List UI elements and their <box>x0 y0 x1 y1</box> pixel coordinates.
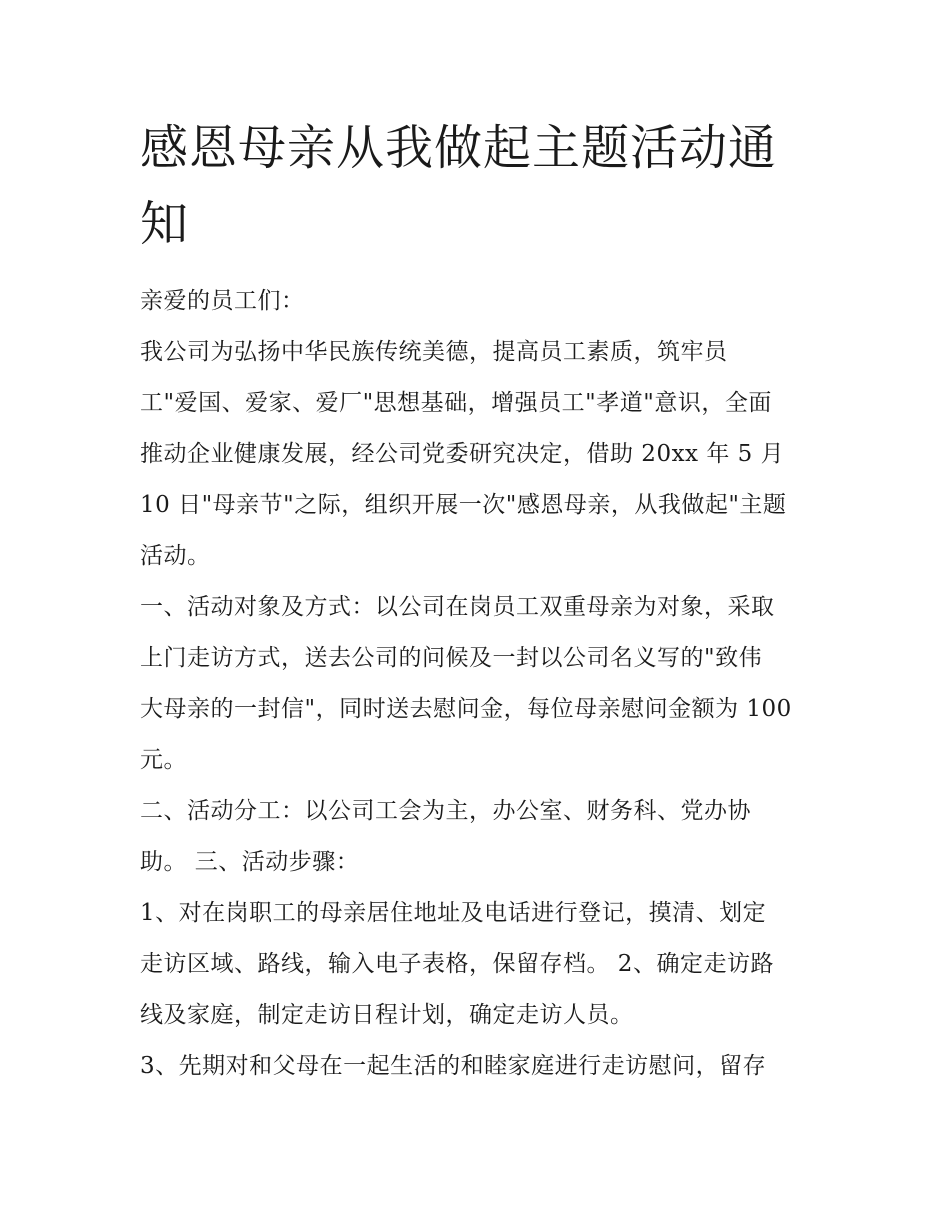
body-line: 线及家庭，制定走访日程计划，确定走访人员。 <box>140 1002 634 1028</box>
section-heading-line: 二、活动分工：以公司工会为主，办公室、财务科、党办协 <box>140 798 751 824</box>
salutation: 亲爱的员工们： <box>140 288 305 314</box>
list-item-line: 3、先期对和父母在一起生活的和睦家庭进行走访慰问，留存 <box>140 1053 767 1079</box>
document-title: 感恩母亲从我做起主题活动通知 <box>140 120 778 252</box>
body-line: 工"爱国、爱家、爱厂"思想基础，增强员工"孝道"意识，全面 <box>140 390 772 416</box>
body-line: 10 日"母亲节"之际，组织开展一次"感恩母亲，从我做起"主题 <box>140 492 787 518</box>
body-line: 推动企业健康发展，经公司党委研究决定，借助 20xx 年 5 月 <box>140 441 785 467</box>
body-line: 我公司为弘扬中华民族传统美德，提高员工素质，筑牢员 <box>140 339 728 365</box>
body-line: 助。 三、活动步骤： <box>140 849 360 875</box>
body-line: 上门走访方式，送去公司的问候及一封以公司名义写的"致伟 <box>140 645 763 671</box>
list-item-line: 1、对在岗职工的母亲居住地址及电话进行登记，摸清、划定 <box>140 900 767 926</box>
body-line: 走访区域、路线，输入电子表格，保留存档。 2、确定走访路 <box>140 951 774 977</box>
body-line: 活动。 <box>140 543 211 569</box>
body-line: 大母亲的一封信"，同时送去慰问金，每位母亲慰问金额为 100 <box>140 696 792 722</box>
body-line: 元。 <box>140 747 187 773</box>
section-heading-line: 一、活动对象及方式：以公司在岗员工双重母亲为对象，采取 <box>140 594 775 620</box>
